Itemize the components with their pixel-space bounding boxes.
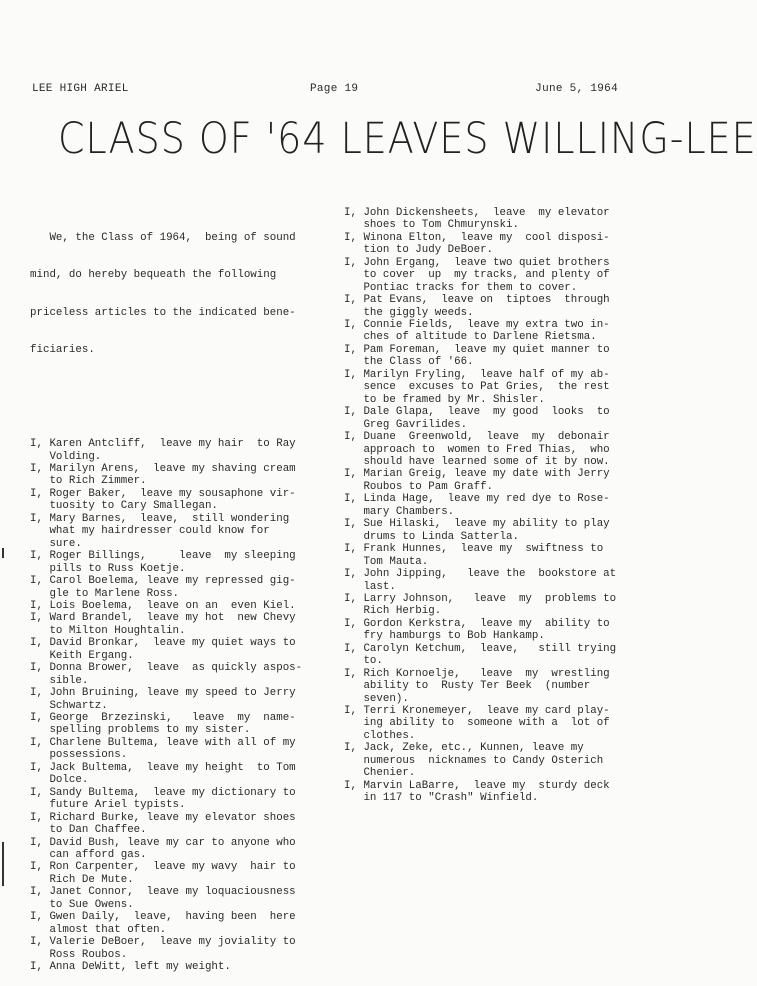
bequest-line: possessions. [30,749,128,762]
bequest-entry [30,911,330,936]
intro-line: ficiaries. [30,343,95,356]
bequest-line: tion to Judy DeBoer. [344,244,494,257]
bequest-line: Tom Mauta. [344,555,429,568]
bequest-line: I, John Ergang, leave two quiet brothers [344,256,610,269]
bequest-line: sible. [30,674,89,687]
bequest-entry [344,207,614,232]
bequest-line: I, Sandy Bultema, leave my dictionary to [30,786,296,799]
bequest-line: clothes. [344,729,416,742]
bequest-line: I, Sue Hilaski, leave my ability to play [344,518,610,531]
bequest-line: I, Dale Glapa, leave my good looks to [344,406,610,419]
bequest-line: I, John Dickensheets, leave my elevator [344,206,610,219]
bequest-entry [30,513,330,550]
bequest-line: what my hairdresser could know for [30,525,270,538]
bequest-entry [344,618,614,643]
margin-mark [2,548,4,558]
bequest-line: I, Linda Hage, leave my red dye to Rose- [344,493,610,506]
bequest-line: I, Mary Barnes, leave, still wondering [30,512,290,525]
bequest-line: Dolce. [30,774,89,787]
bequest-line: shoes to Tom Chmurynski. [344,219,519,232]
bequest-entry [30,575,330,600]
bequest-line: to Dan Chaffee. [30,824,147,837]
bequest-line: sence excuses to Pat Gries, the rest [344,381,610,394]
bequest-line: I, Pam Foreman, leave my quiet manner to [344,343,610,356]
intro-line: mind, do hereby bequeath the following [30,269,277,282]
bequest-line: fry hamburgs to Bob Hankamp. [344,630,545,643]
bequest-entry [30,712,330,737]
bequest-entry [30,837,330,862]
bequest-entry [30,961,330,973]
bequest-line: Greg Gavrilides. [344,418,468,431]
bequest-line: Keith Ergang. [30,649,134,662]
bequest-entry [30,438,330,463]
publication-name: LEE HIGH ARIEL [32,83,129,95]
bequest-entry [344,294,614,319]
bequest-line: to cover up my tracks, and plenty of [344,269,610,282]
bequest-line: I, Roger Billings, leave my sleeping [30,550,296,563]
bequest-line: I, Jack, Zeke, etc., Kunnen, leave my [344,742,584,755]
bequest-entry [30,936,330,961]
bequest-line: I, David Bronkar, leave my quiet ways to [30,637,296,650]
intro-line: We, the Class of 1964, being of sound [30,231,296,244]
bequest-entry [344,543,614,568]
bequest-line: Ross Roubos. [30,948,128,961]
bequest-entry [30,787,330,812]
bequest-line: I, Frank Hunnes, leave my swiftness to [344,543,604,556]
bequest-line: Chenier. [344,767,416,780]
bequest-line: I, Marvin LaBarre, leave my sturdy deck [344,779,610,792]
bequest-line: ches of altitude to Darlene Rietsma. [344,331,597,344]
page-number: Page 19 [310,83,359,95]
bequest-line: spelling problems to my sister. [30,724,251,737]
bequest-entry [344,705,614,742]
bequest-entry [30,861,330,886]
bequest-line: to be framed by Mr. Shisler. [344,393,545,406]
bequest-entry [30,463,330,488]
bequest-line: seven). [344,692,409,705]
bequest-line: Schwartz. [30,699,108,712]
bequest-entry [30,550,330,575]
bequest-line: I, Ron Carpenter, leave my wavy hair to [30,861,296,874]
bequest-entry [344,780,614,805]
bequest-line: almost that often. [30,923,167,936]
bequest-line: the giggly weeds. [344,306,474,319]
bequest-line: I, Carolyn Ketchum, leave, still trying [344,642,617,655]
bequest-line: I, Marilyn Arens, leave my shaving cream [30,462,296,475]
bequest-line: in 117 to "Crash" Winfield. [344,792,539,805]
bequest-line: to Milton Houghtalin. [30,624,186,637]
bequest-entry [344,493,614,518]
spacer [30,406,330,413]
bequest-line: I, David Bush, leave my car to anyone who [30,836,296,849]
right-column [344,182,617,817]
bequest-entry [344,568,617,593]
intro-paragraph [30,207,330,381]
page-title: CLASS OF '64 LEAVES WILLING-LEE [58,114,757,164]
bequest-line: Roubos to Pam Graff. [344,480,494,493]
left-column [30,182,330,986]
bequest-line: I, Gordon Kerkstra, leave my ability to [344,617,610,630]
bequest-entry [344,592,617,618]
bequest-line: numerous nicknames to Candy Osterich [344,754,604,767]
bequest-line: tuosity to Cary Smallegan. [30,500,218,513]
bequest-entry [30,637,330,662]
bequest-entry [30,488,330,513]
bequest-entry [344,431,614,468]
bequest-line: to Sue Owens. [30,898,134,911]
bequest-line: Volding. [30,450,102,463]
bequest-line: last. [344,580,396,593]
bequest-entry [344,406,614,431]
bequest-line: Rich Herbig. [344,605,442,618]
bequest-line: I, George Brzezinski, leave my name- [30,712,296,725]
bequest-line: gle to Marlene Ross. [30,587,180,600]
bequest-entry [344,232,614,257]
page-header [32,83,618,99]
bequest-line: ability to Rusty Ter Beek (number [344,680,591,693]
bequest-line: mary Chambers. [344,505,455,518]
bequest-line: I, Richard Burke, leave my elevator shoes [30,811,296,824]
bequest-entry [344,369,614,406]
bequest-line: the Class of '66. [344,356,474,369]
bequest-line: can afford gas. [30,849,147,862]
bequest-line: drums to Linda Satterla. [344,530,519,543]
bequest-line: should have learned some of it by now. [344,455,610,468]
issue-date: June 5, 1964 [535,83,618,95]
bequest-line: I, Charlene Bultema, leave with all of my [30,736,296,749]
bequest-list-right [344,206,617,805]
bequest-line: I, Carol Boelema, leave my repressed gig- [30,575,296,588]
bequest-line: I, Gwen Daily, leave, having been here [30,911,296,924]
bequest-entry [344,344,614,369]
bequest-line: to Rich Zimmer. [30,475,147,488]
bequest-list-left [30,438,330,973]
bequest-entry [30,812,330,837]
bequest-line: I, Jack Bultema, leave my height to Tom [30,761,296,774]
bequest-line: I, Pat Evans, leave on tiptoes through [344,294,610,307]
bequest-line: I, Ward Brandel, leave my hot new Chevy [30,612,296,625]
bequest-entry [30,737,330,762]
margin-mark [2,842,4,886]
bequest-line: to. [344,655,383,668]
bequest-line: Pontiac tracks for them to cover. [344,281,578,294]
bequest-line: I, Marilyn Fryling, leave half of my ab- [344,368,610,381]
bequest-line: pills to Russ Koetje. [30,562,186,575]
bequest-entry [344,257,614,294]
bequest-line: I, Anna DeWitt, left my weight. [30,961,231,974]
bequest-line: I, Larry Johnson, leave my problems to [344,592,617,605]
bequest-entry [344,668,614,705]
bequest-entry [30,762,330,787]
bequest-line: I, Valerie DeBoer, leave my joviality to [30,936,296,949]
bequest-line: I, John Bruining, leave my speed to Jerry [30,687,296,700]
bequest-line: I, Marian Greig, leave my date with Jerry [344,468,610,481]
bequest-line: I, Karen Antcliff, leave my hair to Ray [30,438,296,451]
bequest-entry [30,662,330,687]
bequest-entry [344,468,614,493]
bequest-entry [344,642,617,668]
bequest-line: sure. [30,537,82,550]
bequest-entry [344,742,614,779]
bequest-line: I, Connie Fields, leave my extra two in- [344,318,610,331]
bequest-line: I, Roger Baker, leave my sousaphone vir- [30,487,296,500]
bequest-line: I, Terri Kronemeyer, leave my card play- [344,705,610,718]
bequest-entry [30,600,330,612]
bequest-line: I, Winona Elton, leave my cool disposi- [344,231,610,244]
bequest-entry [30,886,330,911]
bequest-line: I, Rich Kornoelje, leave my wrestling [344,667,610,680]
bequest-line: I, John Jipping, leave the bookstore at [344,568,617,581]
bequest-line: ing ability to someone with a lot of [344,717,610,730]
intro-line: priceless articles to the indicated bene- [30,306,296,319]
bequest-entry [30,612,330,637]
bequest-line: I, Donna Brower, leave as quickly aspos- [30,662,303,675]
bequest-entry [30,687,330,712]
bequest-line: future Ariel typists. [30,799,186,812]
bequest-line: I, Lois Boelema, leave on an even Kiel. [30,599,296,612]
bequest-entry [344,319,614,344]
bequest-line: I, Duane Greenwold, leave my debonair [344,431,610,444]
bequest-entry [344,518,614,543]
bequest-line: I, Janet Connor, leave my loquaciousness [30,886,296,899]
bequest-line: Rich De Mute. [30,873,134,886]
bequest-line: approach to women to Fred Thias, who [344,443,610,456]
